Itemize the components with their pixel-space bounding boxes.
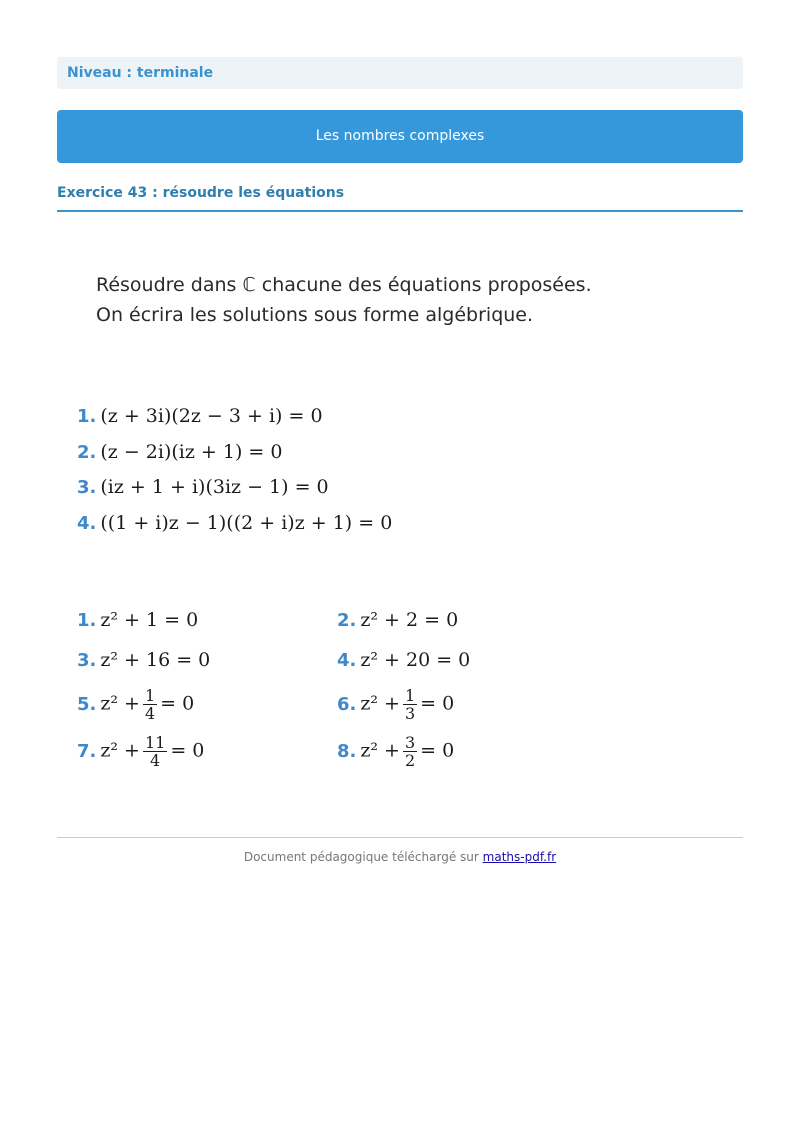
equation-text: ((1 + i)z − 1)((2 + i)z + 1) = 0 <box>100 512 393 534</box>
equation-prefix: z² + <box>360 692 400 715</box>
exercise-title: Exercice 43 : résoudre les équations <box>57 185 743 212</box>
quadratic-3 <box>77 649 210 671</box>
equation-number: 8. <box>337 740 357 762</box>
equation-number: 3. <box>77 650 97 671</box>
quadratic-8 <box>337 734 454 769</box>
equation-suffix: = 0 <box>420 739 455 762</box>
fraction <box>403 687 417 722</box>
fraction <box>143 734 167 769</box>
footer-link[interactable]: maths-pdf.fr <box>482 850 557 864</box>
level-label: Niveau : terminale <box>57 57 743 89</box>
equation-text: (iz + 1 + i)(3iz − 1) = 0 <box>100 476 329 498</box>
fraction <box>403 734 417 769</box>
instruction-line-2: On écrira les solutions sous forme algébrique. <box>96 304 534 326</box>
quadratic-4 <box>337 649 470 671</box>
equation-text: (z + 3i)(2z − 3 + i) = 0 <box>100 405 323 427</box>
numerator: 11 <box>144 733 166 752</box>
fraction <box>143 687 157 722</box>
equation-text: z² + 1 = 0 <box>100 609 199 631</box>
quadratic-7 <box>77 734 204 769</box>
instructions <box>96 270 592 330</box>
equation-4 <box>77 512 392 534</box>
quadratic-2 <box>337 609 458 631</box>
footer-text: Document pédagogique téléchargé sur <box>243 850 479 864</box>
denominator: 2 <box>404 751 416 770</box>
equation-number: 6. <box>337 693 357 715</box>
equation-number: 3. <box>77 477 97 498</box>
denominator: 4 <box>150 751 161 770</box>
numerator: 3 <box>404 733 416 752</box>
quadratic-1 <box>77 609 198 631</box>
equation-suffix: = 0 <box>160 692 195 715</box>
equation-1 <box>77 405 323 427</box>
equation-3 <box>77 476 329 498</box>
equation-prefix: z² + <box>100 739 140 762</box>
quadratic-6 <box>337 687 454 722</box>
equation-suffix: = 0 <box>170 739 205 762</box>
equation-number: 1. <box>77 406 97 427</box>
equation-number: 2. <box>337 610 357 631</box>
chapter-banner: Les nombres complexes <box>57 110 743 163</box>
equation-number: 4. <box>337 650 357 671</box>
equation-prefix: z² + <box>360 739 400 762</box>
equation-prefix: z² + <box>100 692 140 715</box>
footer-divider <box>57 837 743 838</box>
equation-2 <box>77 441 282 463</box>
equation-number: 7. <box>77 740 97 762</box>
equation-number: 5. <box>77 693 97 715</box>
equation-number: 2. <box>77 442 97 463</box>
equation-text: z² + 16 = 0 <box>100 649 211 671</box>
equation-text: (z − 2i)(iz + 1) = 0 <box>100 441 283 463</box>
footer <box>0 850 800 864</box>
denominator: 4 <box>144 704 156 723</box>
equation-number: 1. <box>77 610 97 631</box>
equation-number: 4. <box>77 513 97 534</box>
equation-suffix: = 0 <box>420 692 455 715</box>
equation-text: z² + 2 = 0 <box>360 609 459 631</box>
numerator: 1 <box>144 686 156 705</box>
equation-text: z² + 20 = 0 <box>360 649 471 671</box>
instruction-line-1: Résoudre dans ℂ chacune des équations proposées. <box>96 274 592 296</box>
denominator: 3 <box>404 704 416 723</box>
quadratic-5 <box>77 687 194 722</box>
numerator: 1 <box>404 686 416 705</box>
